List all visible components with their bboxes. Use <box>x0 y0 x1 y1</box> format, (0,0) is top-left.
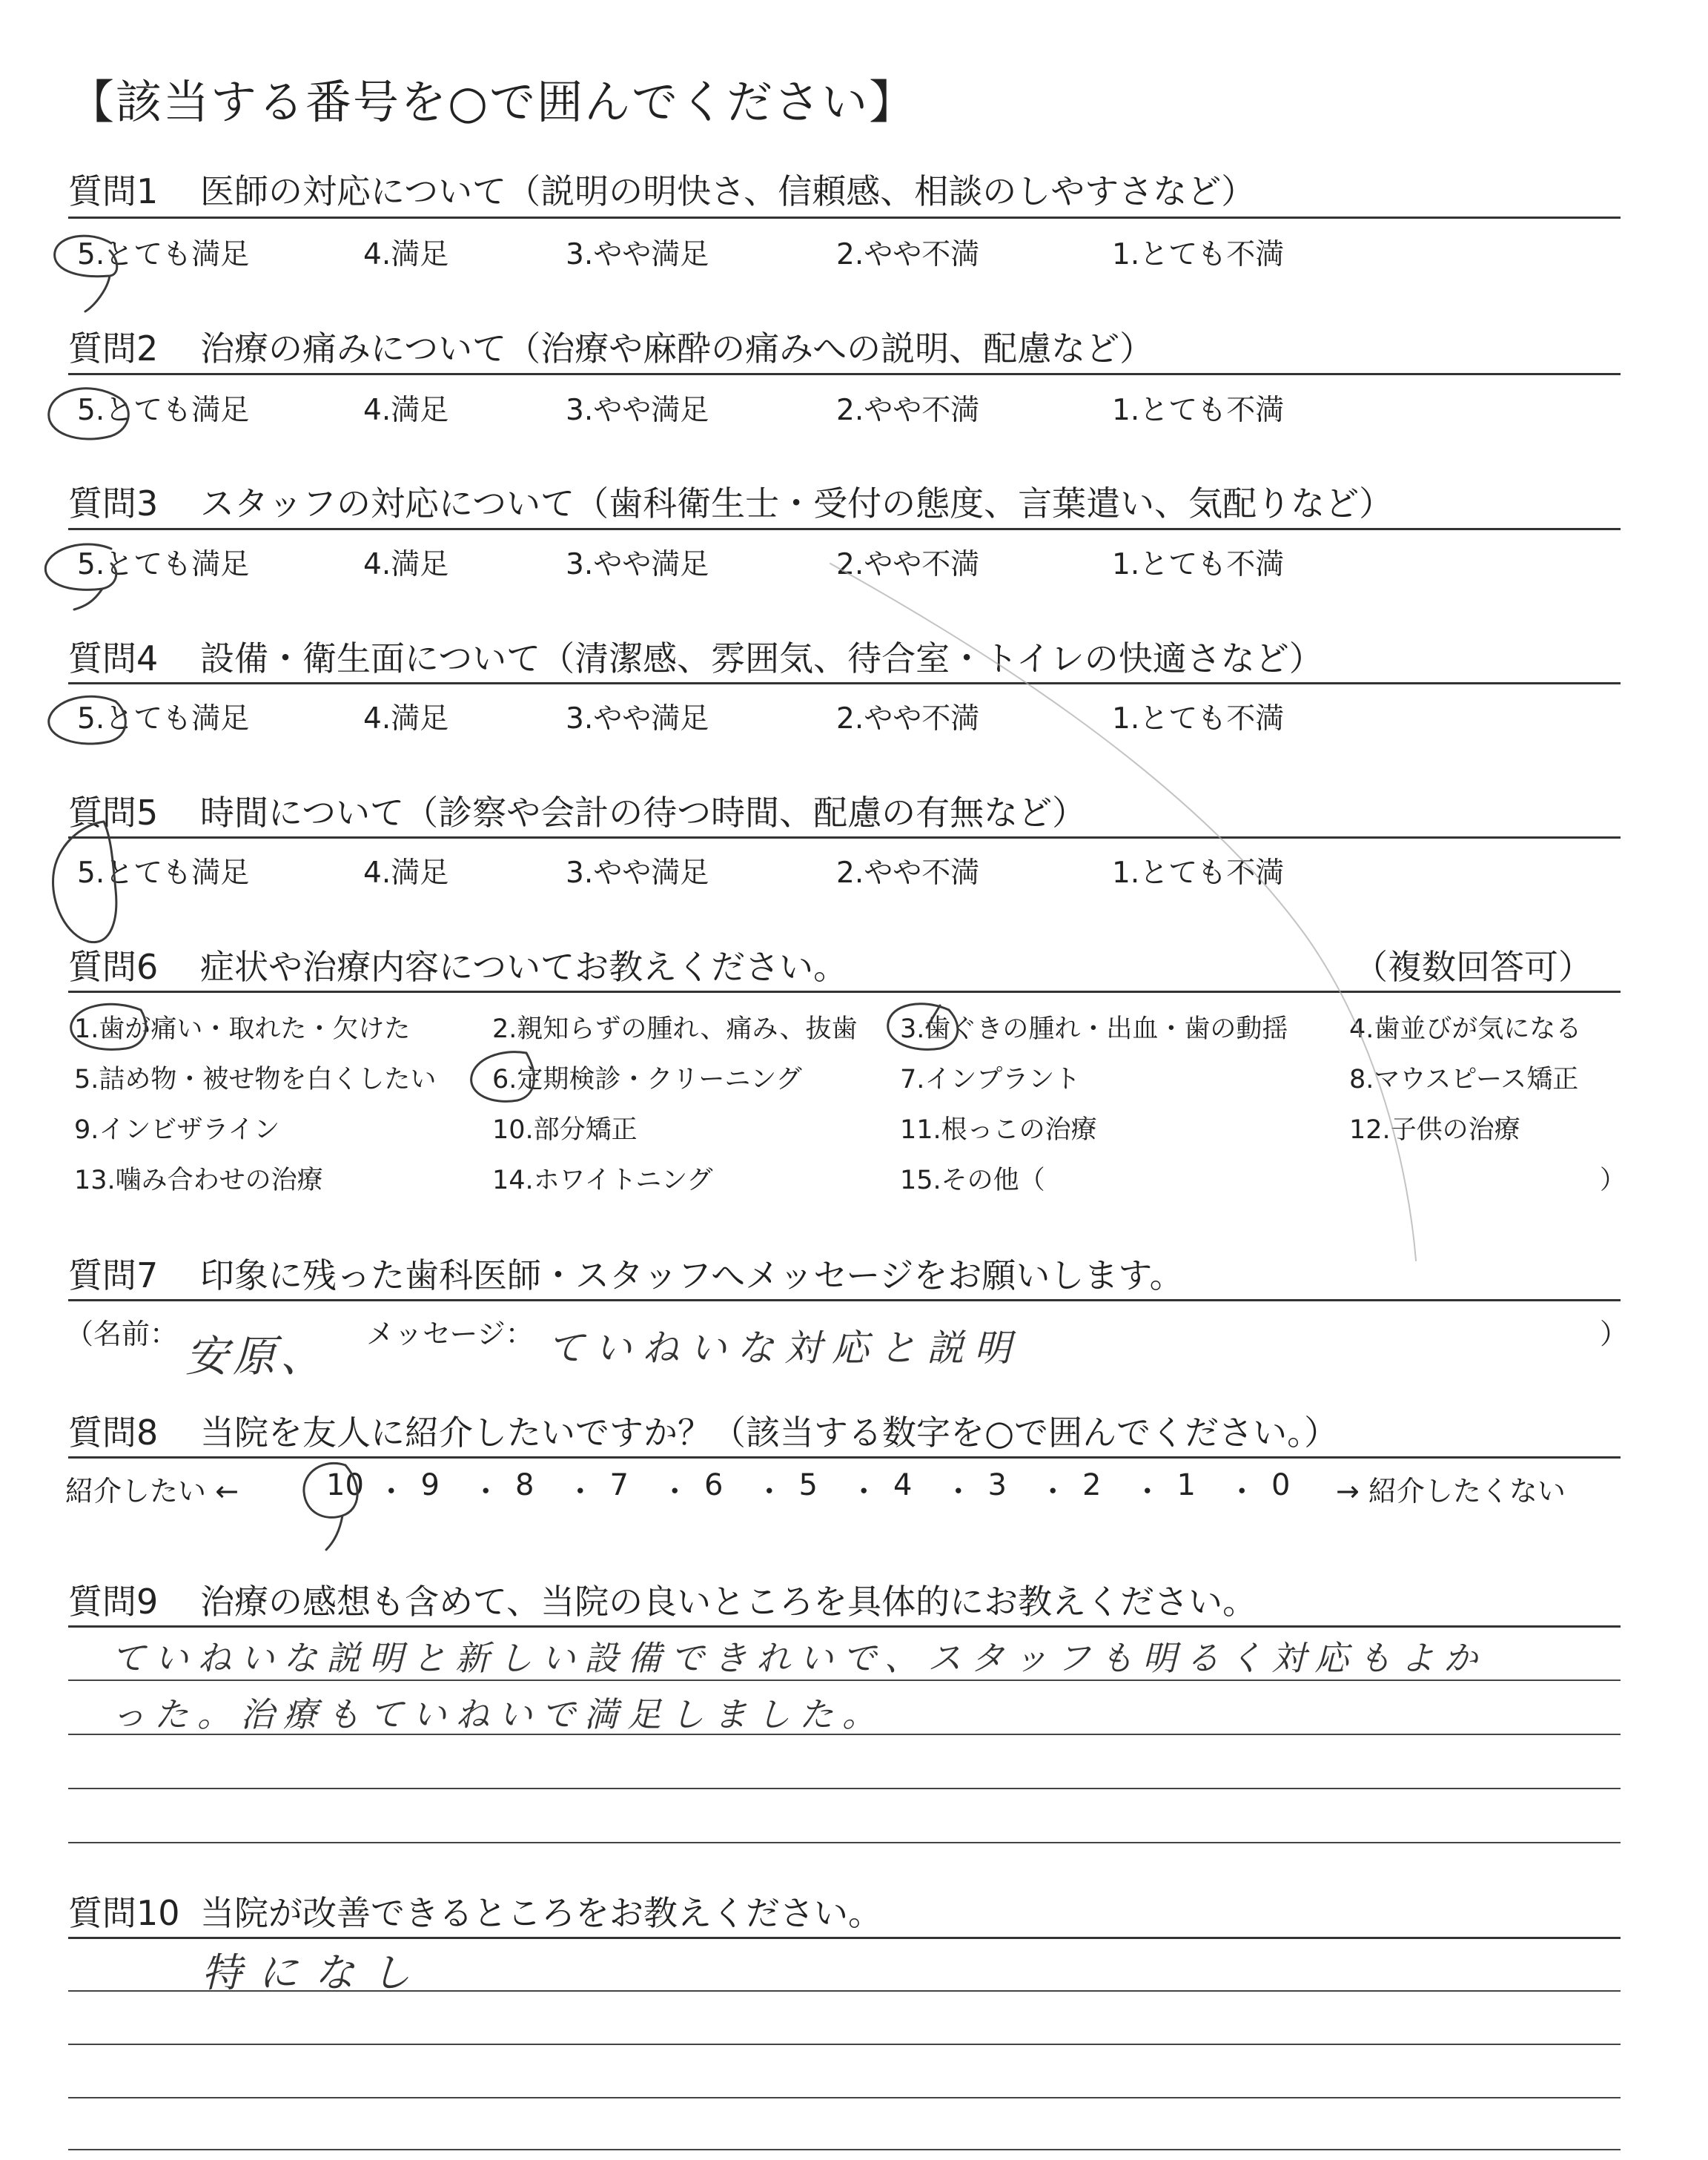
divider <box>68 1937 1621 1939</box>
scale-value-10[interactable]: 10 <box>326 1468 364 1502</box>
q1-option-5[interactable]: 5.とても満足 <box>77 238 250 271</box>
scale-separator-dot: ・ <box>471 1475 501 1509</box>
q2-option-5[interactable]: 5.とても満足 <box>77 394 250 427</box>
q6-item-7[interactable]: 7.インプラント <box>900 1065 1081 1094</box>
question-9-title <box>68 1575 1257 1624</box>
question-10-title <box>68 1886 882 1935</box>
q6-item-4[interactable]: 4.歯並びが気になる <box>1349 1014 1582 1044</box>
scale-separator-dot: ・ <box>376 1475 406 1509</box>
q3-option-3[interactable]: 3.やや満足 <box>566 548 709 581</box>
scale-separator-dot: ・ <box>1227 1475 1257 1509</box>
q3-option-1[interactable]: 1.とても不満 <box>1112 548 1285 581</box>
scale-value-6[interactable]: 6 <box>704 1468 724 1502</box>
question-number: 質問1 <box>68 171 159 211</box>
q5-option-5[interactable]: 5.とても満足 <box>77 856 250 890</box>
question-8-title <box>68 1406 1338 1455</box>
scale-value-7[interactable]: 7 <box>609 1468 629 1502</box>
scale-separator-dot: ・ <box>1038 1475 1068 1509</box>
question-text: 設備・衛生面について（清潔感、雰囲気、待合室・トイレの快適さなど） <box>200 638 1323 678</box>
q5-option-4[interactable]: 4.満足 <box>363 856 449 890</box>
question-text: 医師の対応について（説明の明快さ、信頼感、相談のしやすさなど） <box>200 171 1256 211</box>
scale-value-4[interactable]: 4 <box>893 1468 913 1502</box>
question-number: 質問7 <box>68 1255 159 1295</box>
recommend-left-label: 紹介したい ← <box>65 1475 239 1507</box>
q5-option-2[interactable]: 2.やや不満 <box>836 856 980 890</box>
q3-option-5[interactable]: 5.とても満足 <box>77 548 250 581</box>
q6-item-6[interactable]: 6.定期検診・クリーニング <box>492 1065 802 1094</box>
scale-separator-dot: ・ <box>565 1475 595 1509</box>
q3-option-4[interactable]: 4.満足 <box>363 548 449 581</box>
question-text: 印象に残った歯科医師・スタッフへメッセージをお願いします。 <box>200 1255 1184 1295</box>
recommend-right-label: → 紹介したくない <box>1336 1475 1566 1507</box>
q6-item-14[interactable]: 14.ホワイトニング <box>492 1166 713 1195</box>
q4-option-4[interactable]: 4.満足 <box>363 702 449 736</box>
name-handwritten[interactable]: 安原、 <box>185 1331 328 1381</box>
divider <box>68 1625 1621 1628</box>
q4-option-2[interactable]: 2.やや不満 <box>836 702 980 736</box>
question-number: 質問5 <box>68 793 159 833</box>
scale-separator-dot: ・ <box>754 1475 784 1509</box>
question-number: 質問4 <box>68 638 159 678</box>
divider <box>68 217 1621 219</box>
question-text: 治療の感想も含めて、当院の良いところを具体的にお教えください。 <box>200 1582 1257 1622</box>
q1-option-4[interactable]: 4.満足 <box>363 238 449 271</box>
divider <box>68 682 1621 684</box>
scale-value-9[interactable]: 9 <box>420 1468 440 1502</box>
q9-answer-handwritten[interactable]: ていねいな説明と新しい設備できれいで、スタッフも明るく対応もよかった。治療もていねいで満足しました。 <box>111 1638 1487 1734</box>
multiple-answer-note: （複数回答可） <box>1354 947 1592 987</box>
q10-answer-handwritten[interactable]: 特になし <box>202 1949 427 1996</box>
scale-separator-dot: ・ <box>943 1475 973 1509</box>
question-3-title <box>68 477 1393 526</box>
q6-item-9[interactable]: 9.インビザライン <box>74 1115 280 1145</box>
scale-value-0[interactable]: 0 <box>1271 1468 1291 1502</box>
q6-item-1[interactable]: 1.歯が痛い・取れた・欠けた <box>74 1014 411 1044</box>
question-7-title <box>68 1249 1184 1298</box>
q2-option-2[interactable]: 2.やや不満 <box>836 394 980 427</box>
q1-option-3[interactable]: 3.やや満足 <box>566 238 709 271</box>
answer-line <box>68 2097 1621 2098</box>
q1-option-2[interactable]: 2.やや不満 <box>836 238 980 271</box>
scale-separator-dot: ・ <box>1132 1475 1162 1509</box>
q4-option-5[interactable]: 5.とても満足 <box>77 702 250 736</box>
q5-option-1[interactable]: 1.とても不満 <box>1112 856 1285 890</box>
question-5-title <box>68 786 1086 835</box>
q6-item-13[interactable]: 13.噛み合わせの治療 <box>74 1166 323 1195</box>
q6-item-2[interactable]: 2.親知らずの腫れ、痛み、抜歯 <box>492 1014 858 1044</box>
name-label: （名前： <box>65 1318 179 1350</box>
q2-option-3[interactable]: 3.やや満足 <box>566 394 709 427</box>
divider <box>68 1299 1621 1301</box>
question-number: 質問10 <box>68 1893 180 1933</box>
message-handwritten[interactable]: ていねいな対応と説明 <box>547 1327 1022 1370</box>
question-text: 当院が改善できるところをお教えください。 <box>200 1893 882 1933</box>
q6-item-3[interactable]: 3.歯ぐきの腫れ・出血・歯の動揺 <box>900 1014 1288 1044</box>
question-text: 症状や治療内容についてお教えください。 <box>200 947 848 987</box>
answer-line <box>68 2149 1621 2150</box>
question-number: 質問9 <box>68 1582 159 1622</box>
divider <box>68 836 1621 839</box>
q6-item-12[interactable]: 12.子供の治療 <box>1349 1115 1520 1145</box>
q4-option-3[interactable]: 3.やや満足 <box>566 702 709 736</box>
divider <box>68 991 1621 993</box>
question-number: 質問8 <box>68 1413 159 1453</box>
q2-option-4[interactable]: 4.満足 <box>363 394 449 427</box>
question-2-title <box>68 322 1153 371</box>
message-close-paren: ） <box>1600 1318 1629 1350</box>
scale-value-5[interactable]: 5 <box>798 1468 818 1502</box>
message-label: メッセージ： <box>366 1318 534 1350</box>
q6-other-close-paren: ） <box>1600 1166 1626 1195</box>
divider <box>68 528 1621 530</box>
q6-item-10[interactable]: 10.部分矯正 <box>492 1115 638 1145</box>
q6-item-8[interactable]: 8.マウスピース矯正 <box>1349 1065 1579 1094</box>
q2-option-1[interactable]: 1.とても不満 <box>1112 394 1285 427</box>
question-4-title <box>68 632 1323 681</box>
question-text: 当院を友人に紹介したいですか？（該当する数字を○で囲んでください。） <box>200 1413 1339 1453</box>
question-1-title <box>68 165 1255 214</box>
q3-option-2[interactable]: 2.やや不満 <box>836 548 980 581</box>
question-text: スタッフの対応について（歯科衛生士・受付の態度、言葉遣い、気配りなど） <box>200 483 1394 524</box>
question-number: 質問2 <box>68 328 159 369</box>
q1-option-1[interactable]: 1.とても不満 <box>1112 238 1285 271</box>
divider <box>68 1456 1621 1459</box>
question-text: 治療の痛みについて（治療や麻酔の痛みへの説明、配慮など） <box>200 328 1154 369</box>
q4-option-1[interactable]: 1.とても不満 <box>1112 702 1285 736</box>
question-text: 時間について（診察や会計の待つ時間、配慮の有無など） <box>200 793 1087 833</box>
scale-value-3[interactable]: 3 <box>987 1468 1007 1502</box>
scale-separator-dot: ・ <box>849 1475 879 1509</box>
scale-value-2[interactable]: 2 <box>1082 1468 1102 1502</box>
answer-line <box>68 1788 1621 1789</box>
answer-line <box>68 1842 1621 1843</box>
q6-item-15[interactable]: 15.その他（ <box>900 1166 1045 1195</box>
scale-separator-dot: ・ <box>660 1475 690 1509</box>
scale-value-8[interactable]: 8 <box>515 1468 534 1502</box>
question-6-title <box>68 940 847 989</box>
answer-line <box>68 2044 1621 2045</box>
q6-item-11[interactable]: 11.根っこの治療 <box>900 1115 1097 1145</box>
q5-option-3[interactable]: 3.やや満足 <box>566 856 709 890</box>
divider <box>68 373 1621 375</box>
question-number: 質問6 <box>68 947 159 987</box>
question-number: 質問3 <box>68 483 159 524</box>
scale-value-1[interactable]: 1 <box>1176 1468 1196 1502</box>
q6-item-5[interactable]: 5.詰め物・被せ物を白くしたい <box>74 1065 437 1094</box>
instruction-header: 【該当する番号を○で囲んでください】 <box>68 75 917 129</box>
